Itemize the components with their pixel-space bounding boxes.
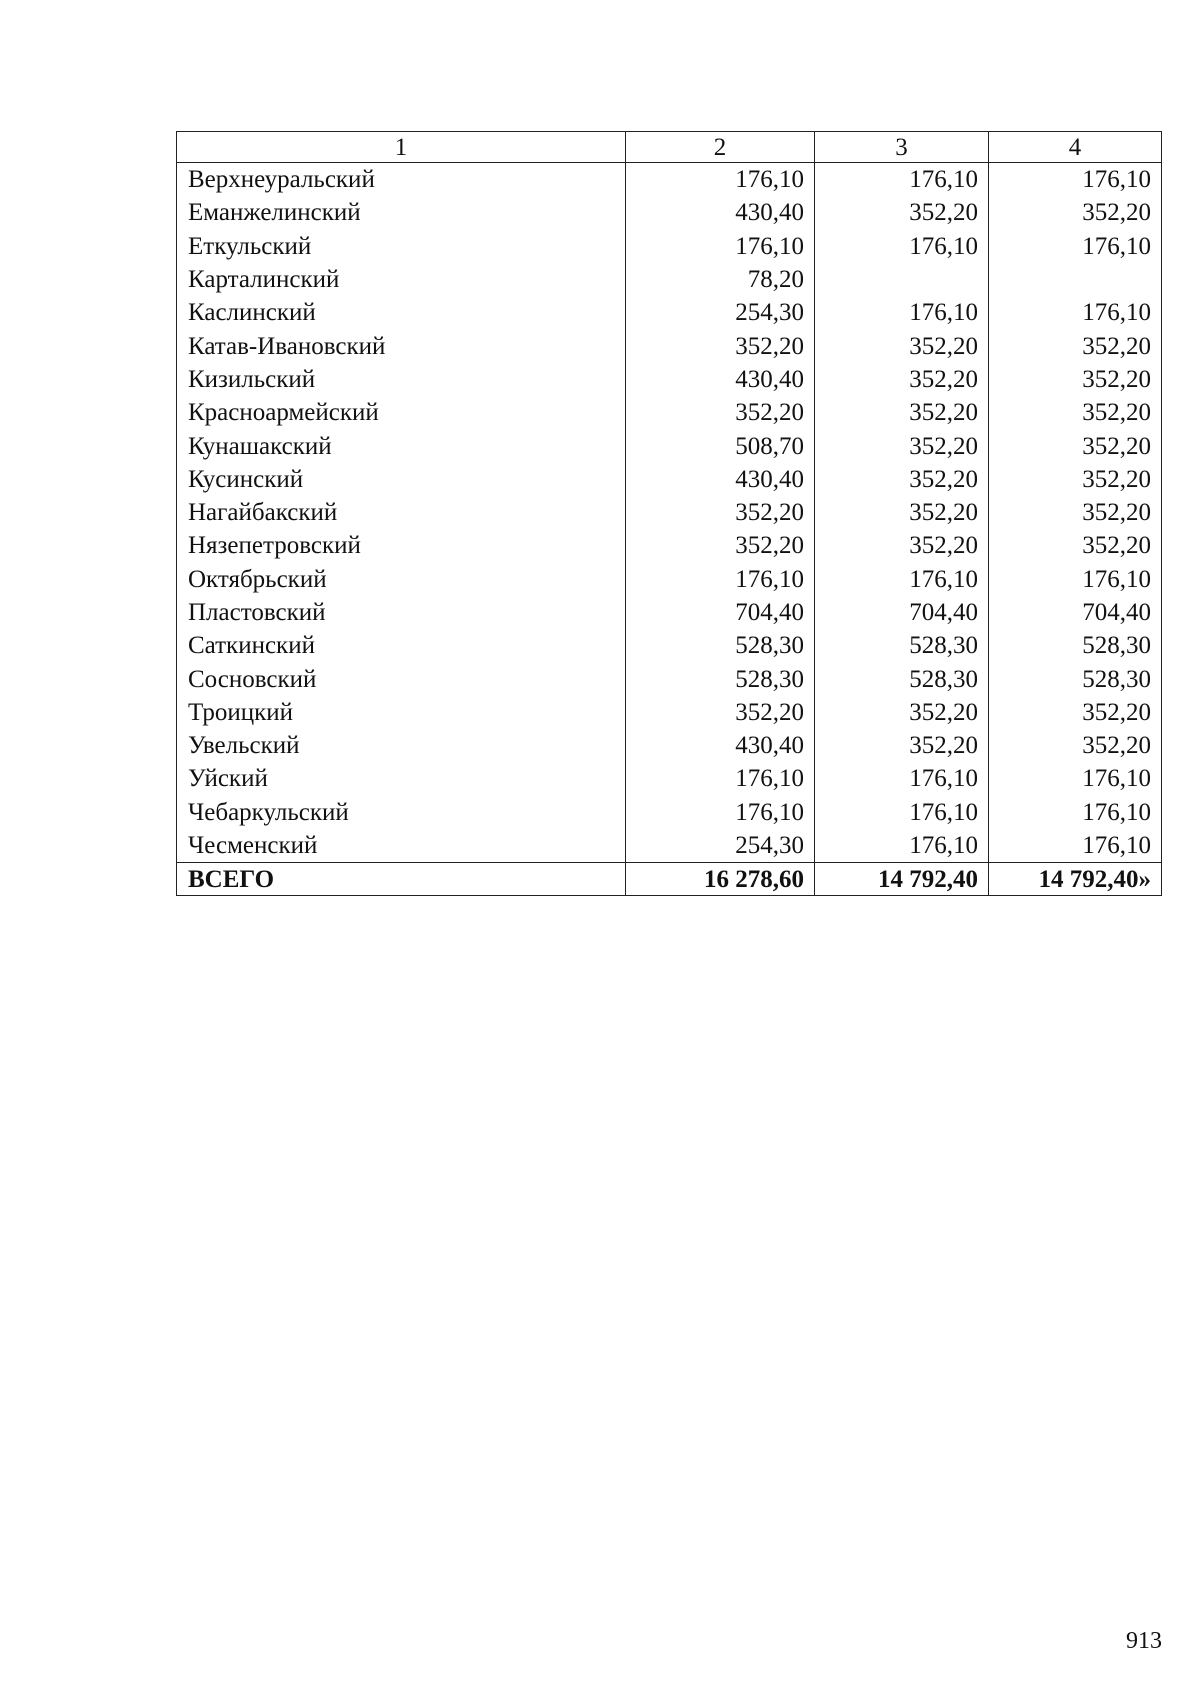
value-col-2: 176,10 [626, 796, 815, 829]
value-col-4: 352,20 [989, 396, 1162, 429]
table-row [177, 396, 1162, 429]
table-row [177, 829, 1162, 863]
value-col-2: 78,20 [626, 263, 815, 296]
value-col-4: 176,10 [989, 829, 1162, 863]
table-row [177, 529, 1162, 562]
value-col-4: 176,10 [989, 296, 1162, 329]
value-col-2: 352,20 [626, 396, 815, 429]
table-row [177, 563, 1162, 596]
table-row [177, 729, 1162, 762]
value-col-4: 352,20 [989, 529, 1162, 562]
column-header-2: 2 [626, 132, 815, 163]
value-col-4 [989, 263, 1162, 296]
district-name: Еманжелинский [177, 196, 626, 229]
total-col-2: 16 278,60 [626, 863, 815, 896]
table-row [177, 696, 1162, 729]
value-col-2: 528,30 [626, 629, 815, 662]
value-col-3: 352,20 [815, 696, 989, 729]
value-col-4: 528,30 [989, 629, 1162, 662]
table-row [177, 662, 1162, 695]
table-header-row [177, 132, 1162, 163]
value-col-4: 352,20 [989, 496, 1162, 529]
table-total-row [177, 863, 1162, 896]
value-col-4: 176,10 [989, 762, 1162, 795]
district-name: Чесменский [177, 829, 626, 863]
value-col-4: 352,20 [989, 463, 1162, 496]
value-col-3: 176,10 [815, 230, 989, 263]
column-header-1: 1 [177, 132, 626, 163]
value-col-2: 528,30 [626, 662, 815, 695]
total-col-4: 14 792,40» [989, 863, 1162, 896]
district-name: Карталинский [177, 263, 626, 296]
value-col-3: 176,10 [815, 563, 989, 596]
district-name: Нагайбакский [177, 496, 626, 529]
district-name: Кизильский [177, 363, 626, 396]
district-name: Сосновский [177, 662, 626, 695]
value-col-2: 176,10 [626, 563, 815, 596]
district-name: Чебаркульский [177, 796, 626, 829]
district-name: Кунашакский [177, 429, 626, 462]
value-col-4: 352,20 [989, 329, 1162, 362]
table-row [177, 296, 1162, 329]
value-col-2: 176,10 [626, 230, 815, 263]
table-row [177, 762, 1162, 795]
table-row [177, 596, 1162, 629]
value-col-2: 352,20 [626, 496, 815, 529]
value-col-2: 352,20 [626, 529, 815, 562]
district-name: Еткульский [177, 230, 626, 263]
table-row [177, 429, 1162, 462]
value-col-2: 254,30 [626, 829, 815, 863]
value-col-4: 352,20 [989, 363, 1162, 396]
value-col-4: 352,20 [989, 196, 1162, 229]
district-name: Катав-Ивановский [177, 329, 626, 362]
district-name: Каслинский [177, 296, 626, 329]
value-col-3 [815, 263, 989, 296]
value-col-2: 430,40 [626, 463, 815, 496]
district-name: Увельский [177, 729, 626, 762]
value-col-3: 352,20 [815, 363, 989, 396]
value-col-2: 508,70 [626, 429, 815, 462]
table-row [177, 463, 1162, 496]
district-name: Октябрьский [177, 563, 626, 596]
value-col-3: 352,20 [815, 729, 989, 762]
total-label: ВСЕГО [177, 863, 626, 896]
value-col-3: 176,10 [815, 762, 989, 795]
table-row [177, 629, 1162, 662]
district-name: Красноармейский [177, 396, 626, 429]
value-col-4: 176,10 [989, 163, 1162, 197]
value-col-3: 176,10 [815, 829, 989, 863]
table-row [177, 230, 1162, 263]
value-col-3: 352,20 [815, 496, 989, 529]
value-col-3: 352,20 [815, 429, 989, 462]
value-col-3: 352,20 [815, 329, 989, 362]
district-name: Уйский [177, 762, 626, 795]
value-col-4: 352,20 [989, 696, 1162, 729]
value-col-3: 352,20 [815, 463, 989, 496]
table-row [177, 363, 1162, 396]
value-col-3: 528,30 [815, 662, 989, 695]
value-col-4: 176,10 [989, 796, 1162, 829]
district-name: Кусинский [177, 463, 626, 496]
district-name: Пластовский [177, 596, 626, 629]
total-col-3: 14 792,40 [815, 863, 989, 896]
value-col-4: 704,40 [989, 596, 1162, 629]
table-row [177, 163, 1162, 197]
district-name: Саткинский [177, 629, 626, 662]
value-col-3: 176,10 [815, 796, 989, 829]
table-row [177, 196, 1162, 229]
value-col-2: 254,30 [626, 296, 815, 329]
value-col-2: 176,10 [626, 762, 815, 795]
value-col-4: 176,10 [989, 230, 1162, 263]
page-number: 913 [1126, 1628, 1162, 1654]
value-col-4: 352,20 [989, 729, 1162, 762]
value-col-3: 352,20 [815, 196, 989, 229]
value-col-2: 176,10 [626, 163, 815, 197]
district-amounts-table [176, 131, 1162, 896]
value-col-4: 176,10 [989, 563, 1162, 596]
table-row [177, 329, 1162, 362]
value-col-4: 528,30 [989, 662, 1162, 695]
value-col-3: 352,20 [815, 529, 989, 562]
value-col-2: 430,40 [626, 729, 815, 762]
value-col-2: 704,40 [626, 596, 815, 629]
table-row [177, 496, 1162, 529]
value-col-3: 352,20 [815, 396, 989, 429]
table-row [177, 796, 1162, 829]
value-col-3: 528,30 [815, 629, 989, 662]
district-name: Верхнеуральский [177, 163, 626, 197]
district-name: Троицкий [177, 696, 626, 729]
column-header-3: 3 [815, 132, 989, 163]
value-col-4: 352,20 [989, 429, 1162, 462]
value-col-3: 176,10 [815, 163, 989, 197]
value-col-3: 176,10 [815, 296, 989, 329]
value-col-3: 704,40 [815, 596, 989, 629]
column-header-4: 4 [989, 132, 1162, 163]
district-name: Нязепетровский [177, 529, 626, 562]
value-col-2: 352,20 [626, 329, 815, 362]
value-col-2: 430,40 [626, 196, 815, 229]
value-col-2: 352,20 [626, 696, 815, 729]
value-col-2: 430,40 [626, 363, 815, 396]
table-row [177, 263, 1162, 296]
